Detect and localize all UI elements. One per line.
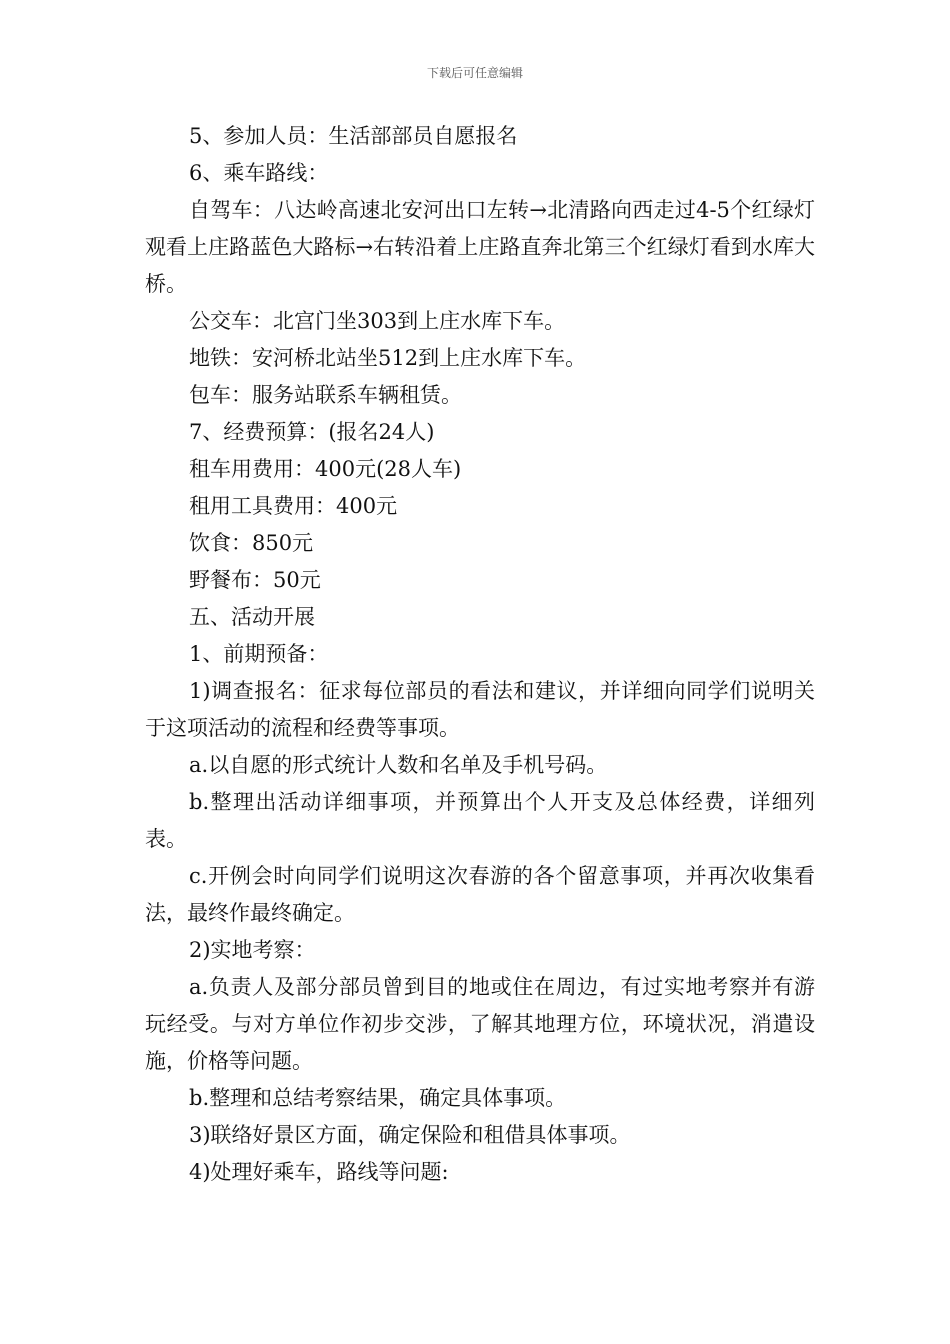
paragraph-budget-food: 饮食：850元 (189, 531, 314, 555)
paragraph-route-bus: 公交车：北宫门坐303到上庄水库下车。 (189, 309, 566, 333)
paragraph-route-charter: 包车：服务站联系车辆租赁。 (189, 383, 462, 407)
paragraph-budget-tools: 租用工具费用：400元 (189, 494, 398, 518)
paragraph-survey-a: a.以自愿的形式统计人数和名单及手机号码。 (189, 753, 608, 777)
section-heading-activity: 五、活动开展 (189, 605, 315, 629)
paragraph-route-subway: 地铁：安河桥北站坐512到上庄水库下车。 (189, 346, 587, 370)
paragraph-budget-rental-car: 租车用费用：400元(28人车) (189, 457, 462, 481)
paragraph-survey-c: c.开例会时向同学们说明这次春游的各个留意事项，并再次收集看法，最终作最终确定。 (145, 864, 815, 925)
paragraph-route-car: 自驾车：八达岭高速北安河出口左转→北清路向西走过4-5个红绿灯观看上庄路蓝色大路标→右转沿着上庄路直奔北第三个红绿灯看到水库大桥。 (145, 198, 815, 296)
paragraph-preparation-heading: 1、前期预备： (189, 642, 329, 666)
paragraph-transport-issues: 4)处理好乘车，路线等问题: (189, 1160, 449, 1184)
paragraph-participants: 5、参加人员：生活部部员自愿报名 (189, 124, 518, 148)
paragraph-site-visit-heading: 2)实地考察： (189, 938, 316, 962)
paragraph-budget-picnic-cloth: 野餐布：50元 (189, 568, 321, 592)
paragraph-survey-registration: 1)调查报名：征求每位部员的看法和建议，并详细向同学们说明关于这项活动的流程和经费等事项。 (145, 679, 815, 740)
paragraph-contact-scenic-area: 3)联络好景区方面，确定保险和租借具体事项。 (189, 1123, 631, 1147)
paragraph-site-visit-a: a.负责人及部分部员曾到目的地或住在周边，有过实地考察并有游玩经受。与对方单位作初步交涉，了解其地理方位，环境状况，消遣设施，价格等问题。 (145, 975, 815, 1073)
paragraph-route-heading: 6、乘车路线： (189, 161, 329, 185)
page-header-note: 下载后可任意编辑 (426, 66, 523, 80)
paragraph-budget-heading: 7、经费预算：(报名24人) (189, 420, 435, 444)
paragraph-site-visit-b: b.整理和总结考察结果，确定具体事项。 (189, 1086, 567, 1110)
paragraph-survey-b: b.整理出活动详细事项，并预算出个人开支及总体经费，详细列表。 (145, 790, 815, 851)
document-body (145, 118, 815, 1191)
